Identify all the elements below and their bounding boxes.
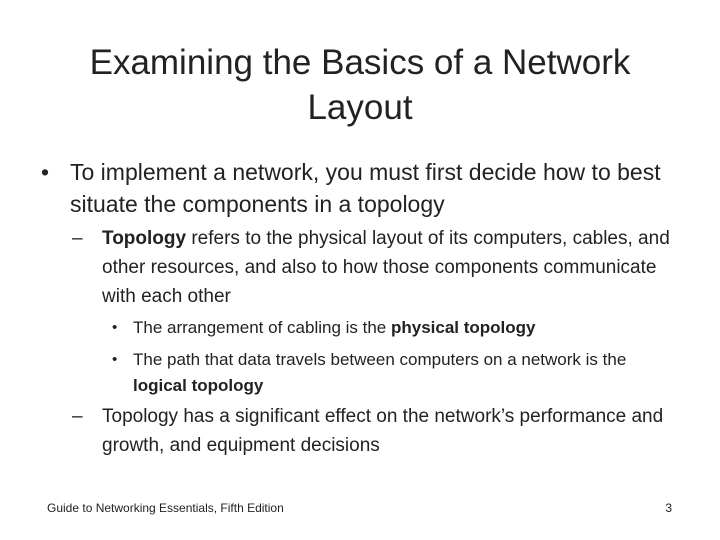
bullet-level2-topology-effect	[72, 402, 682, 460]
bullet-text: The path that data travels between computers on a network is the	[133, 350, 627, 369]
bold-term: physical topology	[390, 318, 536, 337]
bold-term: logical topology	[133, 376, 264, 395]
bullet-level3-logical	[110, 347, 670, 399]
bullet-text: Topology has a significant effect on the network’s performance and growth, and equipment decisions	[102, 406, 664, 456]
dash-marker: –	[72, 406, 83, 427]
bullet-level3-physical	[110, 315, 670, 341]
bullet-text: To implement a network, you must first decide how to best situate the components in a topology	[70, 159, 661, 217]
bullet-marker: •	[112, 319, 118, 336]
bullet-marker: •	[112, 351, 118, 368]
dash-marker: –	[72, 228, 83, 249]
page-number: 3	[665, 501, 672, 515]
bullet-marker: •	[40, 159, 50, 185]
footer-source: Guide to Networking Essentials, Fifth Edition	[47, 501, 284, 515]
bullet-text: refers to the physical layout of its computers, cables, and other resources, and also to how those components communicate with each other	[102, 228, 670, 307]
bullet-level1	[30, 156, 680, 220]
bullet-level2-topology-definition	[72, 224, 682, 311]
bold-term: Topology	[102, 228, 187, 249]
bullet-text: The arrangement of cabling is the	[133, 318, 391, 337]
slide-title: Examining the Basics of a Network Layout	[89, 43, 631, 127]
